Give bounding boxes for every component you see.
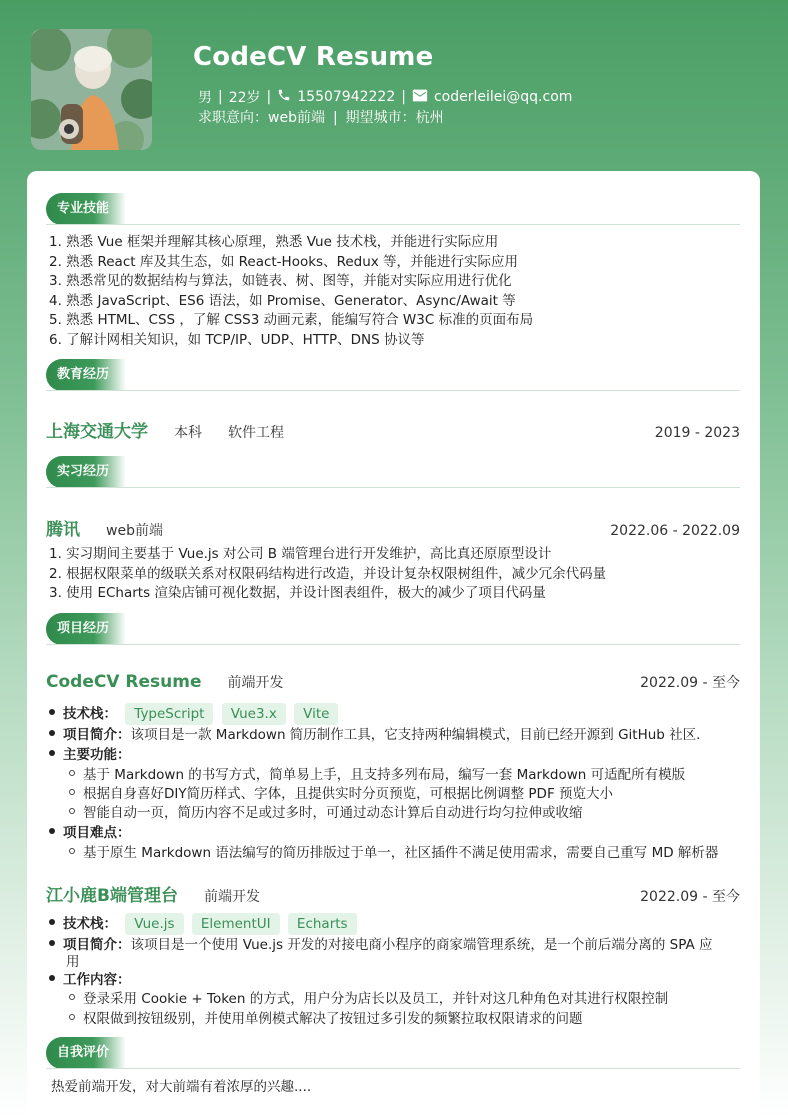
phone-icon bbox=[277, 88, 291, 106]
list-item: 5. 熟悉 HTML、CSS ，了解 CSS3 动画元素，能编写符合 W3C 标准的页面布局 bbox=[49, 312, 534, 328]
divider bbox=[46, 390, 740, 391]
section-title-self: 自我评价 bbox=[46, 1037, 126, 1069]
project-work-label: 工作内容： bbox=[49, 971, 131, 991]
school-name: 上海交通大学 bbox=[46, 422, 148, 442]
list-item: 1. 实习期间主要基于 Vue.js 对公司 B 端管理台进行开发维护，高比真还原原型设计 bbox=[49, 546, 552, 562]
major: 软件工程 bbox=[228, 425, 284, 441]
avatar bbox=[31, 29, 152, 150]
list-item: 权限做到按钮级别，并使用单例模式解决了按钮过多引发的频繁拉取权限请求的问题 bbox=[49, 1010, 583, 1030]
section-title-skills: 专业技能 bbox=[46, 193, 126, 225]
email-icon bbox=[412, 89, 428, 106]
list-item: 6. 了解计网相关知识，如 TCP/IP、UDP、HTTP、DNS 协议等 bbox=[49, 331, 425, 348]
project-role: 前端开发 bbox=[203, 889, 260, 905]
internship-row bbox=[46, 515, 740, 540]
resume-body bbox=[27, 171, 760, 1120]
project-date: 2022.09 - 至今 bbox=[640, 675, 740, 691]
project-name: CodeCV Resume bbox=[46, 672, 202, 692]
project-date: 2022.09 - 至今 bbox=[640, 889, 740, 905]
list-item: 登录采用 Cookie + Token 的方式，用户分为店长以及员工，并针对这几种角色对其进行权限控制 bbox=[49, 990, 668, 1010]
project-intro: 项目简介：该项目是一个使用 Vue.js 开发的对接电商小程序的商家端管理系统，是一个前后端分离的 SPA 应 bbox=[49, 936, 713, 956]
project-stack: 技术栈： Vue.js ElementUI Echarts bbox=[49, 913, 357, 935]
project-func-label: 主要功能： bbox=[49, 746, 131, 766]
age: 22岁 bbox=[228, 90, 261, 106]
internship-date: 2022.06 - 2022.09 bbox=[610, 523, 740, 539]
list-item: 4. 熟悉 JavaScript、ES6 语法，如 Promise、Generator、Async/Await 等 bbox=[49, 292, 516, 309]
divider bbox=[46, 644, 740, 645]
degree: 本科 bbox=[174, 425, 202, 441]
list-item: 1. 熟悉 Vue 框架并理解其核心原理，熟悉 Vue 技术栈，并能进行实际应用 bbox=[49, 234, 499, 250]
tech-tag: Vue3.x bbox=[222, 703, 286, 725]
project-diff-label: 项目难点： bbox=[49, 824, 131, 844]
list-item: 3. 使用 ECharts 渲染店铺可视化数据，并设计图表组件，极大的减少了项目代码量 bbox=[49, 585, 546, 601]
tech-tag: ElementUI bbox=[192, 913, 280, 935]
city: 期望城市：杭州 bbox=[345, 110, 444, 126]
divider bbox=[46, 487, 740, 488]
project-name: 江小鹿B端管理台 bbox=[46, 886, 178, 906]
resume-header bbox=[0, 0, 788, 170]
education-row bbox=[46, 417, 740, 442]
self-evaluation: 热爱前端开发，对大前端有着浓厚的兴趣.... bbox=[51, 1079, 312, 1095]
internship-role: web前端 bbox=[106, 523, 163, 539]
list-item: 基于原生 Markdown 语法编写的简历排版过于单一，社区插件不满足使用需求，需要自己重写 MD 解析器 bbox=[49, 844, 718, 864]
gender: 男 bbox=[198, 90, 212, 106]
list-item: 基于 Markdown 的书写方式，简单易上手，且支持多列布局，编写一套 Markdown 可适配所有模版 bbox=[49, 766, 685, 786]
job-intent: 求职意向：web前端 | 期望城市：杭州 bbox=[198, 110, 444, 126]
project-stack: 技术栈： TypeScript Vue3.x Vite bbox=[49, 703, 338, 725]
basic-info: 男 | 22岁 | 15507942222 | coderleilei@qq.com bbox=[198, 89, 573, 106]
tech-tag: Vue.js bbox=[125, 913, 183, 935]
list-item: 智能自动一页，简历内容不足或过多时，可通过动态计算后自动进行均匀拉伸或收缩 bbox=[49, 804, 583, 824]
list-item: 2. 熟悉 React 库及其生态，如 React-Hooks、Redux 等，并能进行实际应用 bbox=[49, 253, 519, 270]
resume-name: CodeCV Resume bbox=[193, 42, 434, 72]
tech-tag: Vite bbox=[294, 703, 338, 725]
tech-tag: TypeScript bbox=[125, 703, 213, 725]
section-title-internship: 实习经历 bbox=[46, 456, 126, 488]
list-item: 2. 根据权限菜单的级联关系对权限码结构进行改造，并设计复杂权限树组件，减少冗余代码量 bbox=[49, 565, 607, 582]
project-intro-cont: 用 bbox=[66, 954, 80, 970]
project-row bbox=[46, 672, 740, 692]
education-date: 2019 - 2023 bbox=[654, 425, 740, 441]
project-intro: 项目简介：该项目是一款 Markdown 简历制作工具，它支持两种编辑模式，目前已经开源到 GitHub 社区. bbox=[49, 726, 700, 746]
list-item: 3. 熟悉常见的数据结构与算法，如链表、树、图等，并能对实际应用进行优化 bbox=[49, 273, 512, 289]
section-title-projects: 项目经历 bbox=[46, 613, 126, 645]
intent: 求职意向：web前端 bbox=[198, 110, 325, 126]
company-name: 腾讯 bbox=[46, 520, 80, 540]
phone: 15507942222 bbox=[297, 89, 396, 105]
divider bbox=[46, 1068, 740, 1069]
email[interactable]: coderleilei@qq.com bbox=[433, 89, 573, 105]
project-role: 前端开发 bbox=[227, 675, 284, 691]
tech-tag: Echarts bbox=[288, 913, 357, 935]
section-title-education: 教育经历 bbox=[46, 359, 126, 391]
skills-list bbox=[49, 233, 533, 350]
list-item: 根据自身喜好DIY简历样式、字体，且提供实时分页预览，可根据比例调整 PDF 预览大小 bbox=[49, 785, 613, 805]
project-row bbox=[46, 881, 740, 906]
internship-list bbox=[49, 545, 606, 604]
divider bbox=[46, 224, 740, 225]
